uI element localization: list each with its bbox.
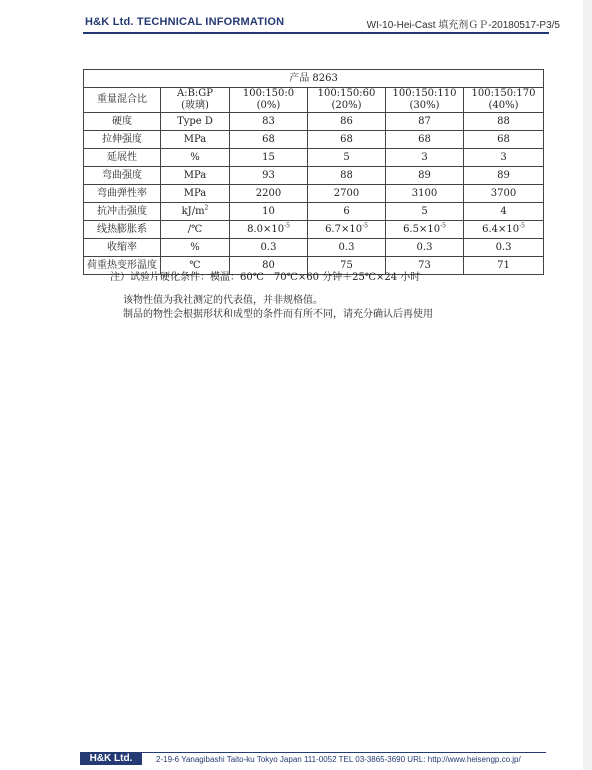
cell-value: 0.3: [464, 239, 544, 257]
value-base: 6.5×10: [403, 223, 441, 235]
value-base: 8.0×10: [247, 223, 285, 235]
table-row: [84, 239, 544, 257]
cell-value: 6: [308, 203, 386, 221]
mix-label: 重量混合比: [84, 88, 161, 113]
cell-value: 86: [308, 113, 386, 131]
ratio-col-4: [464, 88, 544, 113]
cell-value: 0.3: [308, 239, 386, 257]
cell-value: 68: [230, 131, 308, 149]
remark-line: 制品的物性会根据形状和成型的条件而有所不同，请充分确认后再使用: [123, 309, 433, 320]
header-company: H&K Ltd. TECHNICAL INFORMATION: [85, 16, 285, 28]
product-title: 产品 8263: [84, 70, 544, 88]
property-name: 收缩率: [84, 239, 161, 257]
cell-value: 15: [230, 149, 308, 167]
table-row: [84, 149, 544, 167]
value-exponent: -5: [519, 222, 525, 230]
footer-logo: H&K Ltd.: [80, 753, 142, 765]
footer-rule: [80, 752, 546, 753]
properties-table: [83, 69, 544, 275]
cell-value: 10: [230, 203, 308, 221]
cell-value: 3: [464, 149, 544, 167]
cell-value: 73: [386, 257, 464, 275]
cell-value: 89: [464, 167, 544, 185]
curing-note: 注）试验片硬化条件：模温：60℃ 70℃×60 分钟＋25℃×24 小时: [110, 272, 421, 283]
table-row: [84, 203, 544, 221]
property-name: 拉伸强度: [84, 131, 161, 149]
property-name: 硬度: [84, 113, 161, 131]
cell-value: 75: [308, 257, 386, 275]
value-exponent: -5: [362, 222, 368, 230]
value-base: 6.4×10: [482, 223, 520, 235]
table-row-title: [84, 70, 544, 88]
property-unit: %: [161, 149, 230, 167]
property-name: 弯曲强度: [84, 167, 161, 185]
property-unit: [161, 203, 230, 221]
cell-value: 3700: [464, 185, 544, 203]
remark-line: 该物性值为我社测定的代表值，并非规格值。: [123, 295, 323, 306]
cell-value: [230, 221, 308, 239]
cell-value: 3: [386, 149, 464, 167]
property-name: 荷重热变形温度: [84, 257, 161, 275]
value-exponent: -5: [284, 222, 290, 230]
ratio-col-2: [308, 88, 386, 113]
cell-value: [386, 221, 464, 239]
cell-value: 0.3: [386, 239, 464, 257]
footer-address: 2-19-6 Yanagibashi Taito-ku Tokyo Japan 111-0052 TEL 03-3865-3690 URL: http://www.heisengp.co.jp/: [156, 755, 521, 764]
cell-value: 2700: [308, 185, 386, 203]
table-row: [84, 185, 544, 203]
page-edge: [583, 0, 592, 770]
ratio-label-line2: (玻璃): [181, 100, 209, 111]
cell-value: 88: [464, 113, 544, 131]
ratio-value: 100:150:60: [317, 88, 376, 99]
header-rule: [83, 32, 549, 34]
cell-value: 89: [386, 167, 464, 185]
table-row: [84, 113, 544, 131]
property-name: 延展性: [84, 149, 161, 167]
ratio-label: [161, 88, 230, 113]
cell-value: 80: [230, 257, 308, 275]
cell-value: 93: [230, 167, 308, 185]
cell-value: [464, 221, 544, 239]
property-unit: Type D: [161, 113, 230, 131]
remarks: [123, 294, 433, 322]
header-doc-ref: WI-10-Hei-Cast 填充剂ＧＰ-20180517-P3/5: [366, 20, 560, 31]
cell-value: 88: [308, 167, 386, 185]
unit-base: kJ/m: [181, 205, 205, 217]
ratio-value: 100:150:170: [471, 88, 536, 99]
property-unit: ℃: [161, 257, 230, 275]
ratio-value: 100:150:110: [392, 88, 457, 99]
property-name: 弯曲弹性率: [84, 185, 161, 203]
ratio-pct: (40%): [488, 100, 519, 111]
table-row: [84, 131, 544, 149]
cell-value: 68: [308, 131, 386, 149]
ratio-pct: (20%): [331, 100, 362, 111]
cell-value: 4: [464, 203, 544, 221]
cell-value: 5: [308, 149, 386, 167]
table-row: [84, 167, 544, 185]
ratio-pct: (0%): [256, 100, 281, 111]
cell-value: 0.3: [230, 239, 308, 257]
property-unit: %: [161, 239, 230, 257]
property-name: 抗冲击强度: [84, 203, 161, 221]
ratio-col-1: [230, 88, 308, 113]
cell-value: 2200: [230, 185, 308, 203]
property-unit: MPa: [161, 167, 230, 185]
cell-value: 71: [464, 257, 544, 275]
property-unit: /℃: [161, 221, 230, 239]
ratio-label-line1: A:B:GP: [176, 88, 214, 99]
unit-exponent: 2: [204, 204, 209, 212]
table-row: [84, 221, 544, 239]
property-unit: MPa: [161, 185, 230, 203]
ratio-pct: (30%): [409, 100, 440, 111]
property-name: 线热膨胀系: [84, 221, 161, 239]
value-base: 6.7×10: [325, 223, 363, 235]
ratio-col-3: [386, 88, 464, 113]
cell-value: 87: [386, 113, 464, 131]
cell-value: 68: [386, 131, 464, 149]
property-unit: MPa: [161, 131, 230, 149]
cell-value: 68: [464, 131, 544, 149]
cell-value: 5: [386, 203, 464, 221]
cell-value: 3100: [386, 185, 464, 203]
table-row-mix: [84, 88, 544, 113]
ratio-value: 100:150:0: [242, 88, 295, 99]
value-exponent: -5: [440, 222, 446, 230]
cell-value: 83: [230, 113, 308, 131]
cell-value: [308, 221, 386, 239]
